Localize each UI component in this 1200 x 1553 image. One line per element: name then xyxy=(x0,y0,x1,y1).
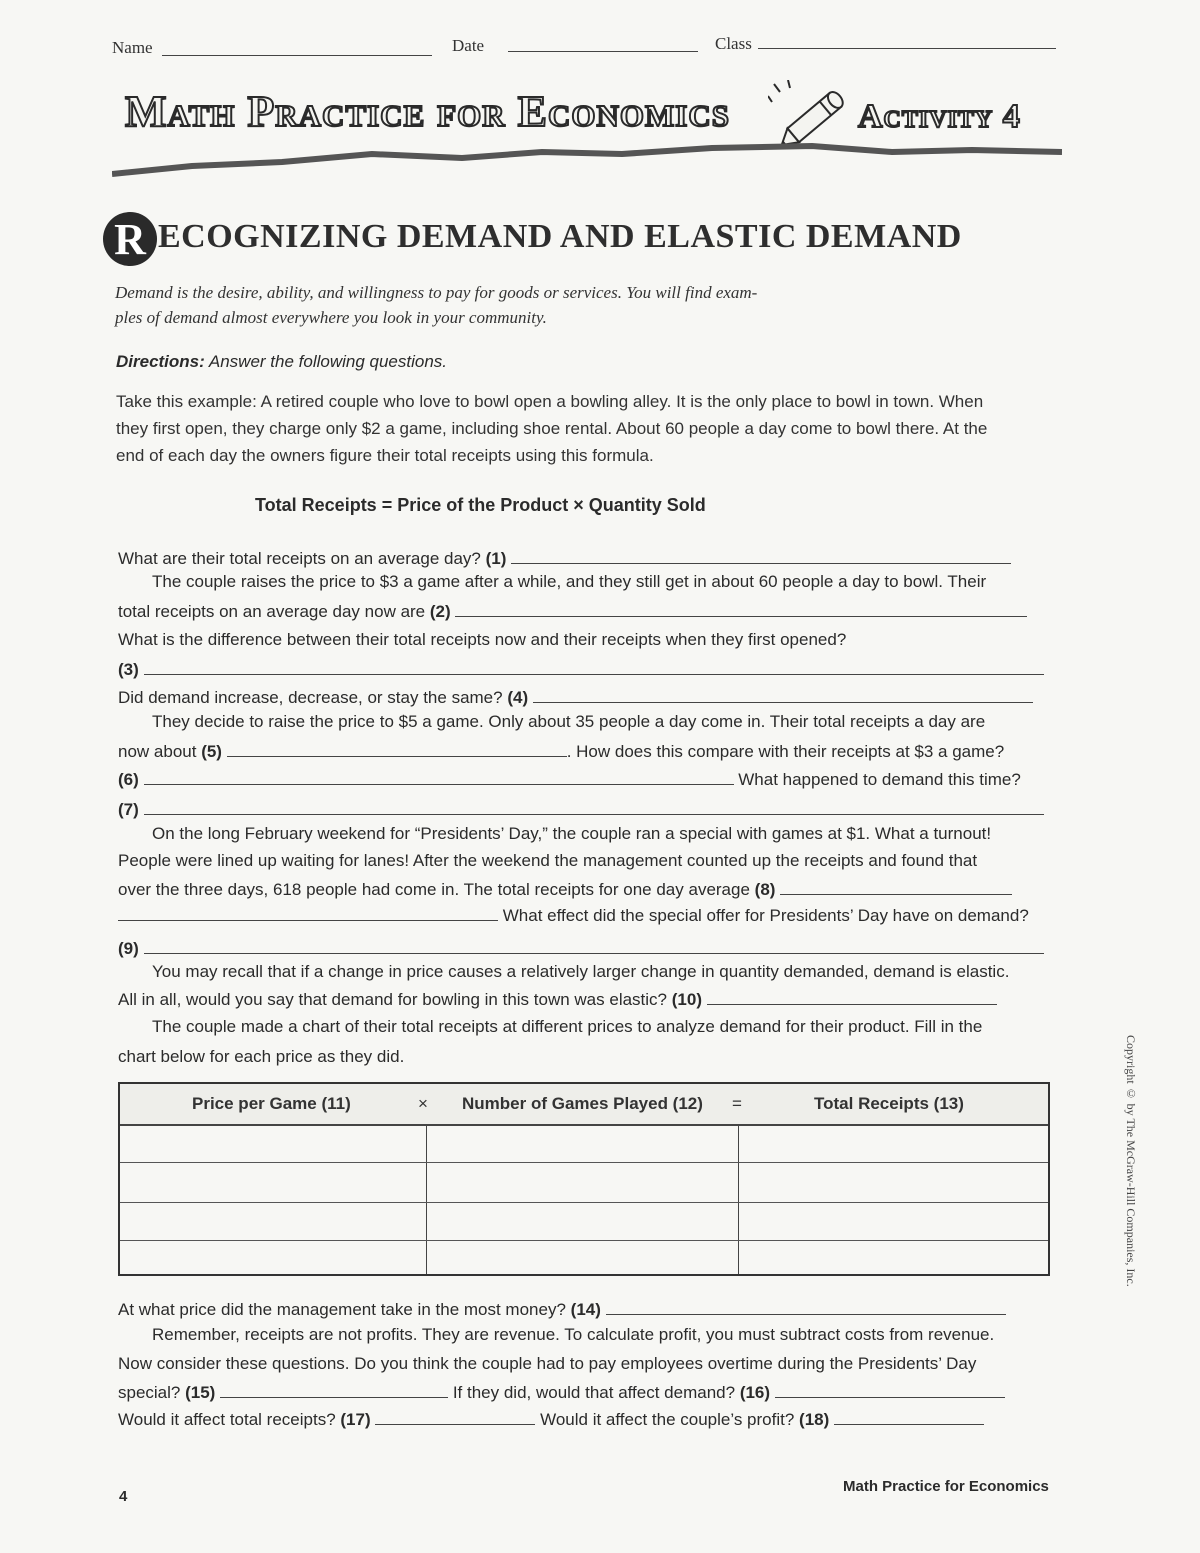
paragraph-15-line2: Now consider these questions. Do you think the couple had to pay employees overtime during the Presidents’ Day xyxy=(118,1354,977,1373)
copyright-notice: Copyright © by The McGraw-Hill Companies, Inc. xyxy=(1124,1035,1138,1287)
page-number: 4 xyxy=(119,1488,128,1505)
answer-10-field[interactable] xyxy=(707,1003,997,1005)
answer-18-field[interactable] xyxy=(834,1423,984,1425)
class-label: Class xyxy=(715,34,752,53)
table-header-row xyxy=(120,1084,1048,1126)
question-10: All in all, would you say that demand for bowling in this town was elastic? (10) xyxy=(118,986,1058,1013)
answer-2-field[interactable] xyxy=(455,615,1027,617)
answer-6-field[interactable] xyxy=(144,783,734,785)
times-operator: × xyxy=(418,1094,428,1113)
paragraph-11-line1: The couple made a chart of their total receipts at different prices to analyze demand for their product. Fill in the xyxy=(152,1017,983,1036)
question-2: total receipts on an average day now are (2) xyxy=(118,598,1058,625)
answer-7-field[interactable] xyxy=(144,813,1044,815)
question-17-18: Would it affect total receipts? (17) Would it affect the couple’s profit? (18) xyxy=(118,1406,1058,1433)
games-cell[interactable] xyxy=(427,1163,738,1202)
price-cell[interactable] xyxy=(120,1163,426,1202)
receipts-chart-table xyxy=(118,1082,1050,1276)
paragraph-8-line2: People were lined up waiting for lanes! After the weekend the management counted up the receipts and found that xyxy=(118,851,978,870)
column-header-games: Number of Games Played (12) xyxy=(462,1094,703,1113)
answer-4-field[interactable] xyxy=(533,701,1033,703)
games-cell[interactable] xyxy=(427,1203,738,1240)
answer-15-field[interactable] xyxy=(220,1396,448,1398)
receipts-cell[interactable] xyxy=(739,1163,1045,1202)
question-7: (7) xyxy=(118,796,1058,823)
name-label: Name xyxy=(112,38,153,57)
paragraph-2: The couple raises the price to $3 a game after a while, and they still get in about 60 people a day to bowl. Their xyxy=(152,572,987,591)
price-cell[interactable] xyxy=(120,1126,426,1162)
directions: Directions: Answer the following questions. xyxy=(116,352,448,371)
column-header-receipts: Total Receipts (13) xyxy=(814,1094,964,1113)
formula: Total Receipts = Price of the Product × Quantity Sold xyxy=(255,495,706,515)
paragraph-8-line1: On the long February weekend for “Presidents’ Day,” the couple ran a special with games at $1. What a turnout! xyxy=(152,824,992,843)
question-1: What are their total receipts on an average day? (1) xyxy=(118,545,1058,572)
question-3: (3) xyxy=(118,656,1058,683)
paragraph-11-line2: chart below for each price as they did. xyxy=(118,1047,405,1066)
answer-14-field[interactable] xyxy=(606,1313,1006,1315)
paragraph-15-line1: Remember, receipts are not profits. They are revenue. To calculate profit, you must subtract costs from revenue. xyxy=(152,1325,995,1344)
intro-text: Demand is the desire, ability, and willingness to pay for goods or services. You will find exam- ples of demand almost everywhere you look in your community. xyxy=(115,283,758,327)
receipts-cell[interactable] xyxy=(739,1241,1045,1272)
answer-5-field[interactable] xyxy=(227,755,567,757)
name-field[interactable] xyxy=(162,55,432,56)
question-8-9: What effect did the special offer for Presidents’ Day have on demand? xyxy=(118,902,1058,929)
question-6-7: (6) What happened to demand this time? xyxy=(118,770,1021,789)
question-4: Did demand increase, decrease, or stay the same? (4) xyxy=(118,684,1058,711)
zigzag-divider xyxy=(112,140,1062,180)
section-initial-badge: R xyxy=(103,212,157,266)
answer-8-continued-field[interactable] xyxy=(118,919,498,921)
answer-3-field[interactable] xyxy=(144,673,1044,675)
equals-operator: = xyxy=(732,1094,742,1113)
answer-16-field[interactable] xyxy=(775,1396,1005,1398)
question-3-text: What is the difference between their total receipts now and their receipts when they first opened? xyxy=(118,630,847,649)
price-cell[interactable] xyxy=(120,1241,426,1272)
question-8: over the three days, 618 people had come in. The total receipts for one day average (8) xyxy=(118,876,1058,903)
date-field[interactable] xyxy=(508,51,698,52)
answer-17-field[interactable] xyxy=(375,1423,535,1425)
answer-8-field[interactable] xyxy=(780,893,1012,895)
games-cell[interactable] xyxy=(427,1126,738,1162)
answer-9-field[interactable] xyxy=(144,952,1044,954)
answer-1-field[interactable] xyxy=(511,562,1011,564)
question-15-16: special? (15) If they did, would that affect demand? (16) xyxy=(118,1379,1058,1406)
section-title: ECOGNIZING DEMAND AND ELASTIC DEMAND xyxy=(158,218,962,255)
question-14: At what price did the management take in the most money? (14) xyxy=(118,1296,1058,1323)
receipts-cell[interactable] xyxy=(739,1203,1045,1240)
banner-title: Math Practice for Economics xyxy=(125,87,730,136)
paragraph-5: They decide to raise the price to $5 a game. Only about 35 people a day come in. Their total receipts a day are xyxy=(152,712,986,731)
receipts-cell[interactable] xyxy=(739,1126,1045,1162)
price-cell[interactable] xyxy=(120,1203,426,1240)
games-cell[interactable] xyxy=(427,1241,738,1272)
question-9: (9) xyxy=(118,935,1058,962)
date-label: Date xyxy=(452,36,485,55)
paragraph-10: You may recall that if a change in price causes a relatively larger change in quantity demanded, demand is elastic. xyxy=(152,962,1010,981)
column-header-price: Price per Game (11) xyxy=(192,1094,351,1113)
activity-label: Activity 4 xyxy=(858,98,1021,135)
question-5-6: now about (5) . How does this compare with their receipts at $3 a game? xyxy=(118,742,1005,761)
example-paragraph: Take this example: A retired couple who love to bowl open a bowling alley. It is the only place to bowl in town. When they first open, they charge only $2 a game, including shoe rental. About 60 people a day come to bowl there. At the end of each day the owners figure their total receipts using this formula. xyxy=(116,392,988,465)
footer-book-title: Math Practice for Economics xyxy=(843,1478,1049,1495)
class-field[interactable] xyxy=(758,48,1056,49)
